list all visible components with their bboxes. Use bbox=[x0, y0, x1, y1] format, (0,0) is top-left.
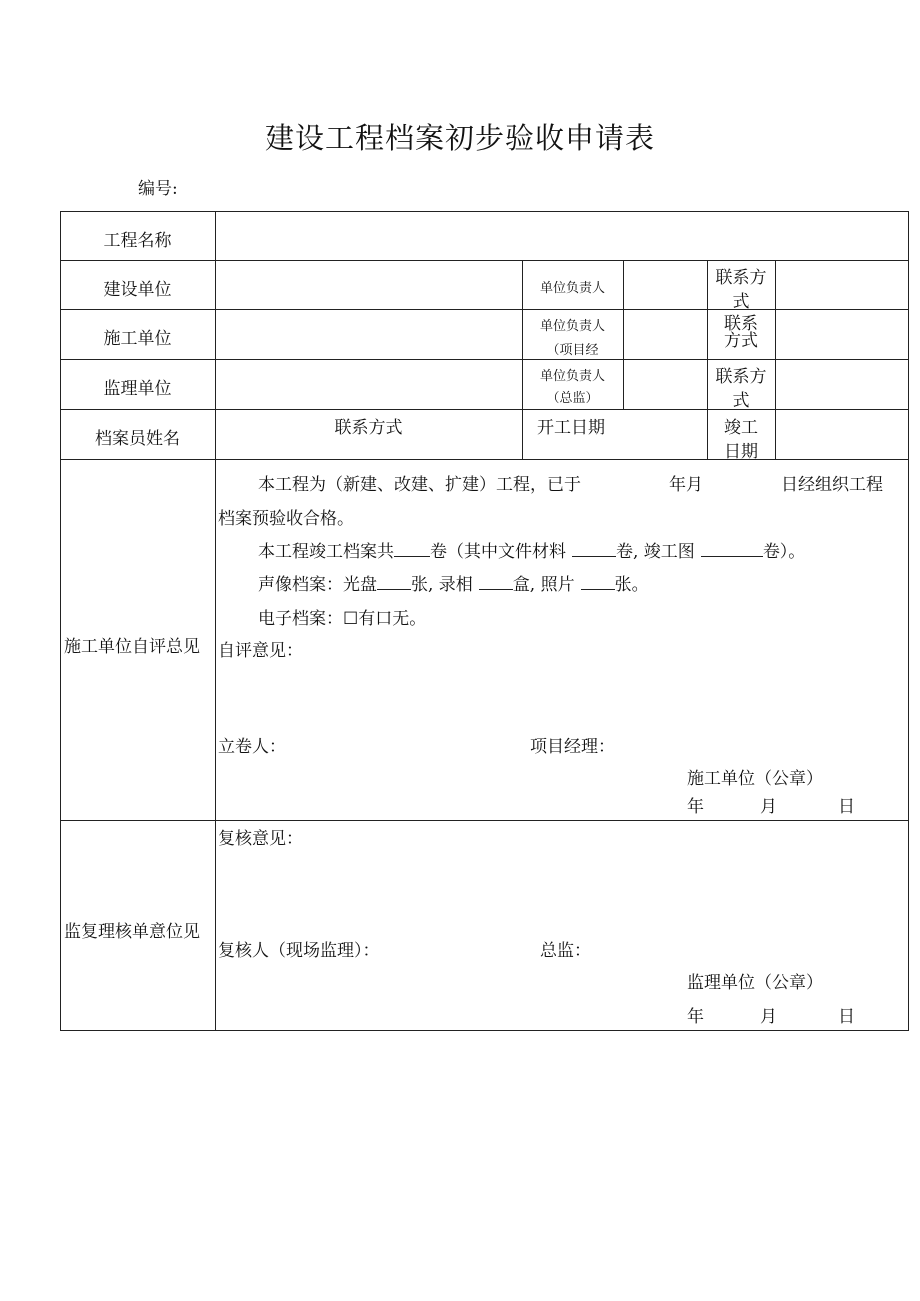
project-name-field[interactable] bbox=[216, 212, 908, 260]
self-eval-day-label: 日 bbox=[838, 797, 855, 817]
supervisor-contact-label-line2: 式 bbox=[732, 391, 750, 411]
supervisor-head-field[interactable] bbox=[624, 360, 707, 409]
review-day-label: 日 bbox=[838, 1007, 855, 1027]
archivist-name-label: 档案员姓名 bbox=[95, 429, 180, 449]
construction-head-field[interactable] bbox=[624, 261, 707, 309]
start-date-label: 开工日期 bbox=[537, 418, 605, 438]
contact-label-line2: 式 bbox=[732, 292, 750, 312]
serial-number-label: 编号: bbox=[138, 179, 178, 199]
archivist-contact-label: 联系方式 bbox=[334, 418, 403, 438]
self-eval-month-label: 月 bbox=[760, 797, 777, 817]
filer-label: 立卷人： bbox=[218, 737, 286, 757]
form-title: 建设工程档案初步验收申请表 bbox=[264, 121, 655, 155]
volume-docs-label: 卷（其中文件材料 bbox=[430, 542, 566, 562]
chief-supervisor-label: 总监： bbox=[540, 941, 591, 961]
reviewer-label: 复核人（现场监理）： bbox=[218, 941, 380, 961]
builder-contact-field[interactable] bbox=[776, 310, 908, 359]
builder-head-label-line2: （项目经 bbox=[546, 343, 599, 358]
self-eval-line4 bbox=[258, 570, 649, 595]
electronic-archive-line: 电子档案：☐有口无。 bbox=[258, 609, 427, 629]
volume-total-label: 本工程竣工档案共 bbox=[258, 542, 394, 562]
volume-drawings-label: 卷, 竣工图 bbox=[616, 542, 695, 562]
review-year-label: 年 bbox=[687, 1007, 704, 1027]
self-eval-opinion-label: 自评意见： bbox=[218, 641, 303, 661]
review-section-label: 监复理核单意位见 bbox=[64, 922, 200, 942]
builder-head-label-line1: 单位负责人 bbox=[539, 319, 605, 334]
construction-contact-field[interactable] bbox=[776, 261, 908, 309]
av-video-blank[interactable] bbox=[479, 575, 513, 590]
supervisor-contact-label-line1: 联系方 bbox=[715, 367, 767, 387]
av-photo-label: 盒, 照片 bbox=[512, 575, 575, 595]
grid-line bbox=[60, 1030, 909, 1031]
completion-date-label-line1: 竣工 bbox=[724, 418, 758, 438]
builder-head-field[interactable] bbox=[624, 310, 707, 359]
grid-line bbox=[60, 459, 909, 460]
av-disc-blank[interactable] bbox=[377, 575, 411, 590]
supervisor-seal-label: 监理单位（公章） bbox=[687, 973, 823, 993]
self-eval-year-label: 年 bbox=[687, 797, 704, 817]
supervisor-head-label-line2: （总监） bbox=[546, 391, 599, 406]
grid-line bbox=[908, 211, 909, 1031]
supervisor-org-field[interactable] bbox=[216, 360, 522, 409]
volume-end-label: 卷）。 bbox=[762, 542, 806, 562]
self-eval-line3 bbox=[258, 537, 805, 562]
grid-line bbox=[60, 820, 909, 821]
av-video-label: 张, 录相 bbox=[411, 575, 473, 595]
construction-org-field[interactable] bbox=[216, 261, 522, 309]
volume-docs-blank[interactable] bbox=[572, 542, 616, 557]
av-photo-blank[interactable] bbox=[581, 575, 615, 590]
unit-head-label: 单位负责人 bbox=[539, 281, 605, 296]
supervisor-head-label-line1: 单位负责人 bbox=[539, 369, 605, 384]
self-eval-section-label: 施工单位自评总见 bbox=[64, 637, 200, 657]
builder-org-label: 施工单位 bbox=[103, 329, 172, 349]
construction-org-label: 建设单位 bbox=[103, 280, 172, 300]
av-end-label: 张。 bbox=[614, 575, 649, 595]
completion-date-label-line2: 日期 bbox=[724, 442, 758, 462]
builder-org-field[interactable] bbox=[216, 310, 522, 359]
volume-total-blank[interactable] bbox=[394, 542, 430, 557]
self-eval-line1-b: 年月 bbox=[669, 475, 703, 495]
supervisor-contact-field[interactable] bbox=[776, 360, 908, 409]
self-eval-line1-a: 本工程为（新建、改建、扩建）工程，已于 bbox=[258, 475, 581, 495]
review-opinion-label: 复核意见： bbox=[218, 829, 303, 849]
completion-date-field[interactable] bbox=[776, 410, 908, 459]
builder-seal-label: 施工单位（公章） bbox=[687, 769, 823, 789]
volume-drawings-blank[interactable] bbox=[701, 542, 763, 557]
project-name-label: 工程名称 bbox=[103, 231, 172, 251]
builder-contact-label-line2: 方式 bbox=[724, 331, 758, 351]
supervisor-org-label: 监理单位 bbox=[103, 379, 172, 399]
project-manager-label: 项目经理： bbox=[530, 737, 615, 757]
self-eval-line2: 档案预验收合格。 bbox=[218, 509, 354, 529]
review-month-label: 月 bbox=[760, 1007, 777, 1027]
av-disc-label: 声像档案：光盘 bbox=[258, 575, 377, 595]
builder-contact-label-line1: 联系 bbox=[724, 314, 758, 334]
contact-label-line1: 联系方 bbox=[715, 268, 767, 288]
self-eval-line1-c: 日经组织工程 bbox=[781, 475, 883, 495]
